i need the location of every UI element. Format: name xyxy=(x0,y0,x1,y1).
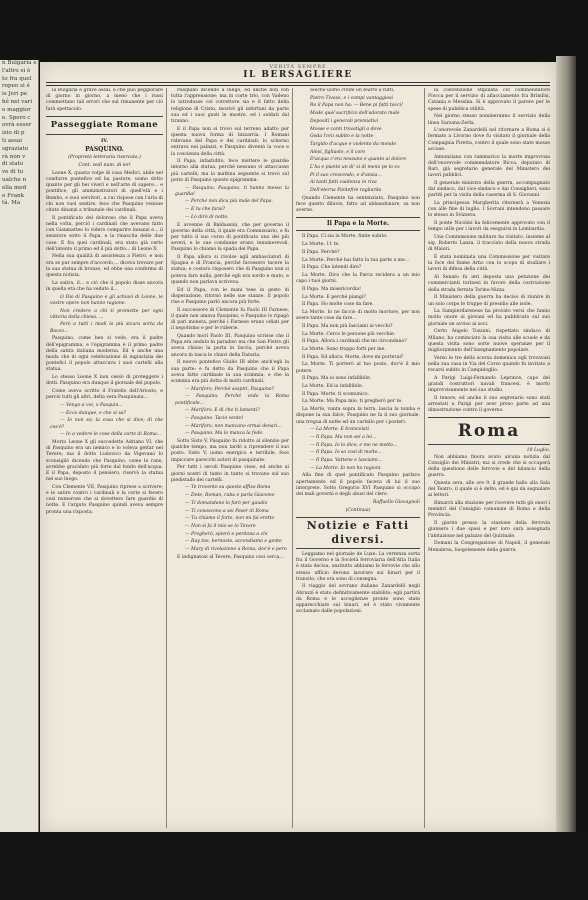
verse-line: — La Morte. E brancolati xyxy=(310,427,369,433)
paragraph: Una Commissione militare ha visitato, insieme al sig. Roberto Lanza, il tracciato della nuova strada di Maiori. xyxy=(428,234,550,253)
adjacent-page-fragment: is Jeri pe xyxy=(2,91,28,98)
author-signature: Raffaello Giovagnoli xyxy=(372,499,420,505)
paragraph: Il Papa allora si rivolse agli ambasciatori di Spagna e di Francia, perché facessero tacere la statua; e costoro risposero che di Pasquino non si poteva fare nulla, perché egli era sordo e muto, e quando non parlava scriveva. xyxy=(171,255,289,285)
verse-line: — Il Papa. Io lo dico, e me ne metto... xyxy=(310,442,398,448)
dialogue-line: Il Papa. Ed allora, Morte, dove mi porterai? xyxy=(302,354,404,360)
adjacent-page-fragment: l'altro si è xyxy=(2,67,31,74)
list-item: — Te trovento su questo affiso Roma xyxy=(185,485,271,491)
list-item: — Non si fa il mio se lo Tevere xyxy=(185,524,256,529)
paragraph: È stata nominata una Commissione per visitare la foce del fiume Arno con lo scopo di studiare i lavori di difesa della città. xyxy=(428,255,550,273)
dialogue-line: Il Papa. Che intendi dire? xyxy=(302,265,362,271)
paragraph: Per tutti i secoli Pasquino visse, ed anche ai giorni nostri di tanto in tanto si trovano sul suo piedistallo dei cartelli. xyxy=(171,465,289,483)
masthead-rule xyxy=(46,82,550,86)
paragraph: E indignatosi al Tevere, Pasquino cosi cerca... xyxy=(177,554,284,560)
paragraph: Leone X, quasta volpe di casa Medici, abile nel condurre pontefice ed ha pastore, uomo dotto quanto per gli bei viveri e nell'arte di sapere... e pontifice, gli amministratori di quell'età e i Bembo, e suoi servitori, a cui rispose con l'aria di chi non vuol sentire, fece che Pasquino venisse citato dinanzi a tribunale dei cardinali. xyxy=(46,170,163,214)
paragraph: la convenzione stipulata col commendatore Fiocca per il servizio di allacciamento fra Brindisi, Catania e Messina. Si è approvato il parere per le spese di pubblica utilità. xyxy=(428,88,550,112)
adjacent-page-fragment: rà non v xyxy=(2,153,26,160)
list-item: — Tu chiamo il forte, non mi fai eretto xyxy=(185,516,275,522)
paragraphs-1 xyxy=(46,171,163,293)
adjacent-page-fragment: sgraziato xyxy=(2,145,29,152)
dialogue-line: La Morte. Ma Papa mio, ti pregherò per te. xyxy=(302,399,403,405)
verse-line: — Ecco dunque, e che si sa? xyxy=(60,410,126,416)
verse-line: Ai tanti fatti cuidenza in riva xyxy=(310,180,377,186)
paragraph: Certo Angelo Tozzani, rispettato sindaco di Milano, ha cominciato la sua visita alle scuole e da questa visita sono sorte nuove speranze per il miglioramento dell'insegnamento popolare. xyxy=(428,329,550,353)
paragraph: Al Senato fu ieri deposta una petizione dei commercianti torinesi in favore della costruzione della strada ferrata Torino-Nizza. xyxy=(428,275,550,293)
paragraph: Il successore di Clemente fu Paolo III Farnese, il quale non amava Pasquino, e Pasquino lo ripagò di pari moneta, perché i Farnese erano odiati per il nepotismo e per le ruberie. xyxy=(171,307,289,332)
verse-line: — Il Papa. Vattene e lasciami... xyxy=(310,458,382,464)
section-header-box xyxy=(46,116,163,135)
paragraphs-2 xyxy=(46,336,163,401)
verse-line: Mode quel sacrificio dell'adorato male xyxy=(310,111,400,117)
section-title: Passeggiate Romane xyxy=(50,119,159,130)
newspaper-page xyxy=(40,62,556,832)
dialogue-line: Il Papa. Ci sia la Morte, finite subito. xyxy=(302,234,388,240)
paragraph: Sotto Sisto V, Pasquino fu ridotto al silenzio per qualche tempo, ma non tardò a riprendere il suo posto. Sisto V, uomo energico e terribile, fece impiccare parecchi autori di pasquinate. xyxy=(171,439,289,463)
paragraph: Il Papa, infastidito, fece mettere le guardie intorno alla statua, perché nessuno vi attaccasse più cartelli; ma la mattina seguente si trovò sul petto di Pasquino questo epigramma: xyxy=(171,159,289,183)
news-item: Il viaggio del sovrano italiano Zanardelli negli Abruzzi è stato definitivamente stabilito; egli partirà da Roma e le accoglienze pronte sono state apparecchiate sui binari, ed è stato vivamente acclamato dalle popolazioni. xyxy=(296,584,420,615)
verse-line: — Vengo a voi, o Pasquin... xyxy=(60,402,123,408)
paragraph: Il tenore, ed anche il suo segretario sono stati arrestati a Parigi per aver preso parte ad una dimostrazione contro il governo. xyxy=(428,395,550,414)
paragraph: Il generale ministro della guerra, accompagnato dal sindaco, dal vice-sindaco e dai Consiglieri, sono partiti per la visita della caserma di S. Giovanni. xyxy=(428,180,550,199)
column-divider xyxy=(166,88,167,828)
dialogue-line: Il Papa. Ho molte cose da fare. xyxy=(302,302,374,308)
news-header-box xyxy=(296,517,420,549)
verse-line: — Il Papa. Io so così di molte... xyxy=(310,450,382,456)
paragraph: Non abbiamo finora avuto alcuna notizia dal Consiglio dei Ministri; ma si crede che si occuperà della questione delle ferrovie e del bilancio della guerra. xyxy=(428,454,550,479)
paragraph: Con Clemente VII, Pasquino riprese a scrivere; e le satire contro i cardinali e la corte si fecero così numerose che si dovettero fare guardie di notte. E l'arguto Pasquino quindi aveva sempre pronta una risposta. xyxy=(46,484,163,515)
dialogue-line: Il Papa. Morte, ti scomunico. xyxy=(302,391,370,397)
dialogue-line: Il Papa. Perché? xyxy=(302,249,340,255)
adjacent-page-fragment: n Bulgaria e xyxy=(2,60,37,66)
paragraph: L'onorevole Zanardelli nel ritornare a Roma si è fermato a Livorno dove fu visitato il giornale della Compagnia Piretta, contro il quale sono state mosse accuse. xyxy=(428,128,550,152)
verse-line: — Io non so; la cosa che si dice; di che cos'è? xyxy=(50,418,163,430)
verse-line: Sieche uomo crede un teatro a tutti, xyxy=(310,88,395,93)
verse-block xyxy=(171,387,289,438)
paragraph: Verso le tre della scorsa domenica egli trovavasi nella sua casa in Via del Corso quando fu invitato a recarsi subito in Campidoglio. xyxy=(428,355,550,374)
paragraph: La Sampierdarenese ha provato versi che fanno molto onore ai giovani ed ha pubblicato sul suo giornale un avviso ai soci. xyxy=(428,309,550,327)
verse-line: O Dio di Pasquino e gli schiavi di Leone, le vostre opere non hanno ragione. xyxy=(50,294,163,306)
verse-line: — Il Papa. Ma non sei a lei... xyxy=(310,434,377,440)
dialogue-line: La Morte. Sono troppo forti per me. xyxy=(302,347,386,352)
roma-header-box xyxy=(428,417,550,445)
list-item: — Ti conoscono a sei Peser di Roma xyxy=(185,508,269,514)
verse-line: Mosse e canti trovatigli a dove xyxy=(310,126,382,132)
paragraph: La principessa Margherita ritornerà a Venezia con alle fine di luglio. I Sovrani intendono passare lo stesso in Svizzera. xyxy=(428,200,550,219)
dash-list xyxy=(171,485,289,553)
verse-line: — Pasquino, Pasquino, ti hanno messo la guardia! xyxy=(175,185,289,197)
verse-line: L'ha e piante un di' si di meno pe lo ex xyxy=(310,165,400,171)
paragraph: Il nuovo pontefice Giulio III ebbe anch'egli la sua parte: e fu detto da Pasquino che il Papa aveva fatto cardinale la sua scimmia, e che la scimmia era più dotta di molti cardinali. xyxy=(171,360,289,384)
adjacent-page-fragment: o maggior xyxy=(2,106,31,113)
column-divider xyxy=(292,88,293,828)
column-3 xyxy=(296,88,420,828)
verse-block xyxy=(46,295,163,335)
dialogue-line: La Morte. Ti porterò al tuo posto, dov'è il mio potere. xyxy=(296,362,420,374)
paragraph: Quando morì Paolo III, Pasquino scrisse che il Papa era andato in paradiso ma che San Pietro gli aveva chiuso la porta in faccia, perché aveva ancora in tasca le chiavi della Dataria. xyxy=(171,334,289,358)
verse-line: Però a tutti i modi la più sicura sorta da Bacco... xyxy=(50,322,163,334)
adjacent-page-edge xyxy=(0,60,39,840)
paragraph: Annunziano con rammarico la morte improvvisa dell'onorevole commendatore Ricca, deputato di Bari, già segretario generale del Ministero dei lavori pubblici. xyxy=(428,154,550,179)
dialogue-line: La Morte. 11 te. xyxy=(302,242,340,248)
verse-block xyxy=(46,403,163,439)
binding-edge xyxy=(556,56,576,840)
paragraph: Nella sua qualità di assistenza a Pietro, e non era se pur sempre d'accordo,... diceva trovare per la sua statua di bronzo, ed ebbe una conferma di questa notizia. xyxy=(46,254,163,279)
verse-line: — Io a vedere le cose della corte di Roma... xyxy=(60,432,162,438)
adjacent-page-fragment: e. Spero c xyxy=(2,114,31,121)
list-item: — Dote, Roman, ruba e parla Giacomo xyxy=(185,493,275,499)
verse-line: — Mariforo, Perché sospiri, Pasquino? xyxy=(185,386,275,392)
verse-line: — Perché non dica più male del Papa. xyxy=(185,199,273,205)
dialogue-line: La Morte. Dico che la Parca recidera a un mio capo i tuoi giorni. xyxy=(296,272,420,285)
verse-line: — Pasquino. Tacio vento! xyxy=(185,415,244,421)
adjacent-page-fragment: hé nei vari xyxy=(2,98,33,105)
dialogue-line: Il Papa. Ma io sono infallibile. xyxy=(302,376,372,382)
verse-line: Non credere a chi ti promette per ogni vittoria della chiesa, ... xyxy=(50,308,163,320)
adjacent-page-fragment: izio di p xyxy=(2,130,25,137)
paragraph: Il pontificato del doloroso che il Papa aveva nella volta, perciò i cardinali che avevano fatto con Gianmatteo lo videro comparire innanzi e... il senatore sotto il Papa, e la rinascita delle due cose. E fra quei cardinali, era stato già certo dell'intento il primo ed il più dotto... di Leone X. xyxy=(46,215,163,252)
verse-line: D'acqua c'era nessuno e quanto ai dolore xyxy=(310,157,407,163)
paragraph: Come aveva scritto il Fratello dell'Ariosto, e perciò tutti gli altri, della vera Pasquinata... xyxy=(46,389,163,401)
roma-date: 18 Luglio. xyxy=(526,448,550,454)
paragraph: E avvenne di Baldassini, che per governo il governo della città, il quale era Commissario, e fu per tutto il suo corso di pontificato uno dei più severi, e le sue condanne erano innumerevoli. Pasquino lo chiamò la spada del Papa. xyxy=(171,222,289,253)
verse-block xyxy=(296,88,420,194)
adjacent-page-fragment: di stato xyxy=(2,161,24,168)
adjacent-page-fragment: ella med xyxy=(2,184,27,191)
verse-line: Goda l'ora subito e la notte xyxy=(310,134,374,140)
verse-line: — Mariforo, non mancano ormai denari... xyxy=(185,423,282,429)
paper-title: IL BERSAGLIERE xyxy=(243,70,353,80)
dialogue xyxy=(296,234,420,405)
verse-line: — Lo dirò di notte. xyxy=(185,214,229,220)
dialogue-title: Il Papa e la Morte. xyxy=(326,220,390,228)
paragraph: Domani la Congregazione di Napoli, il generale Menabrea, luogotenente della guerra. xyxy=(428,541,550,553)
list-item: — Ti domandano lo farò per gaudio xyxy=(185,500,268,506)
verse-line: Pietro Tivoso, e i compi vantaggiosi xyxy=(310,95,393,101)
verse-line: — La Morte. Io non ho ragioni. xyxy=(310,465,382,471)
continued-note: Cont. vedi num. di ieri xyxy=(78,162,131,168)
paragraph: Pasquino, come ben si vede, era il padre dell'epigramma, e l'epigramma è il primo padre della satira italiana moderna. Ed è anche una moda che di ogni celebrazione di ingiustizia dei pontefici il popolo attaccava i suoi cartelli alla statua. xyxy=(46,336,163,373)
news-title: Notizie e Fatti diversi. xyxy=(306,518,410,546)
verse-block xyxy=(171,186,289,222)
list-item: — Mary di rivolazione a Roma, dov'è e pero xyxy=(185,547,287,553)
lead-paragraph: la Bulgaria è grave assai, e che può peggiorare di giorno in giorno, a meno che i russi commettano tali errori che sul rimanente per ciò farà spettacolo. xyxy=(46,88,163,112)
news-item: Leggiamo nel giornale de Luxe: La vertenza sorta fra il Governo e la Società ferroviaria dell'Alta Italia è stata decisa; anzitutto abbiamo le ferrovie che allo stesso ufficio devono lavorare sui binari per il transito, che ora sono di consegna. xyxy=(296,551,420,582)
dialogue-line: La Morte. Perché hai fatto la tua parte a me... xyxy=(302,257,410,263)
adjacent-page-fragment: ve di tu xyxy=(2,169,24,176)
paragraph: Questa sera, alle ore 9, il grande ballo alla Sala del Teatro, il quale si è detto, ed è qui da segnalare ai lettori. xyxy=(428,480,550,499)
verse-line: Depositi i generali premiativi xyxy=(310,118,379,124)
column-divider xyxy=(424,88,425,828)
verse-block xyxy=(296,427,420,472)
adjacent-page-fragment: ropeo si é xyxy=(2,83,30,90)
paragraph: La Morte, vanta sopra la terra, lascia la tomba e dispone la sua falce, Pasquino ne fa il suo giornale, una tregua di notte ed un cartello per i posteri. xyxy=(296,407,420,425)
continued-note: (Continua) xyxy=(345,507,371,513)
verse-line: Dell'eterna Pantefire ragliarda xyxy=(310,188,382,194)
dialogue-line: Il Papa. Allora i cardinali che mi circondano? xyxy=(302,339,407,345)
paragraph: Nel giorno stesso nomineranno il servizio della linea Sarzana-Zerla. xyxy=(428,114,550,126)
dialogue-line: Il Papa. Ma non più lasciami ai vecchi? xyxy=(302,323,393,329)
verse-line: — Mariforo. E di che ti lamenti? xyxy=(185,408,260,414)
paragraph: Il ponte Nicolini ha felicemente approvato con il tempo utile per i lavori da eseguirsi in Lombardia. xyxy=(428,221,550,233)
dialogue-header-box xyxy=(296,217,420,231)
list-item: — Ray toe, bernoste, accendiamo e gente xyxy=(185,539,282,545)
masthead-small: VERITÀ SEMPRE xyxy=(269,64,327,70)
adjacent-page-fragment: to fra quel xyxy=(2,75,32,82)
paragraph: Lo stesso Leone X non cessò di proteggere i dotti. Pasquino era dunque il giornale del popolo. xyxy=(46,375,163,387)
article-title: PASQUINO. xyxy=(85,145,124,153)
dialogue-line: La Morte. Ed io infallibile. xyxy=(302,384,364,390)
verse-line: Pi il suo crescendo, e d'ansia... xyxy=(310,172,382,178)
section-number: IV. xyxy=(100,137,109,144)
paragraph: Pasquino dicendo a lungo, ed anche non con tutta l'apprensione; ma in corte trio, con Vadeno lo introdusse col correttore sia e il fatto della religione di Cristo, mostrò gli infortuni da parte sua ed i suoi gusti le mostre, ed i soldati dal tiranno. xyxy=(171,88,289,125)
scan-bottom-margin xyxy=(0,832,588,900)
paragraph: Il Ministero della guerra ha deciso di riunire in un solo corpo le truppe di presidio alle isole. xyxy=(428,295,550,307)
column-4 xyxy=(428,88,550,828)
adjacent-page-fragment: ualche n xyxy=(2,176,27,183)
paragraph: A Parigi Luigi-Fernando Leprince, capo dei grandi costruttori navali francesi, è morto improvvisamente nel suo studio. xyxy=(428,375,550,394)
paragraph: E il Papa non si trovò sul terreno adatto per questa nuova forma di bizzarria. I Romani ridevano del Papa e dei cardinali; lo scherno entrava nei palazzi, e Pasquino diventò la voce e la coscienza della città. xyxy=(171,126,289,157)
roma-title: Roma xyxy=(457,421,521,442)
verse-line: Targido d'acque e violento da mondo xyxy=(310,141,396,147)
paragraph: Ed il Papa, con le mani tese in gesto di disperazione, ritornò nelle sue stanze. Il popolo rise e Pasquino parlò ancora più forte. xyxy=(171,287,289,305)
article-subtitle: (Proprietà letteraria riservata.) xyxy=(68,154,141,160)
column-2 xyxy=(171,88,289,828)
paragraph: Il giorno presso la stazione della ferrovia giunsero i due sposi e per loro sarà assegnata l'abitazione nel palazzo del Quirinale. xyxy=(428,521,550,539)
adjacent-page-fragment: ti assai xyxy=(2,137,23,144)
verse-line: — Pasquino. Ma lo manca la fede. xyxy=(185,431,264,437)
adjacent-page-fragment: tà. Ma xyxy=(2,200,21,207)
verse-line: — Pasquino. Perché vedo la Roma pontificale... xyxy=(175,394,289,406)
column-1 xyxy=(46,88,163,828)
paragraph: La satira, il... e ciò che il popolo disse ancora in quella età che ha veduto il... xyxy=(46,280,163,292)
dialogue-line: La Morte. Io ne faccio di molto mortore, per non avere tante cose da fare... xyxy=(296,309,420,322)
paragraphs-3 xyxy=(46,440,163,516)
paragraph: Morto Leone X gli succedette Adriano VI, che di Pasquino era un nemico e lo voleva gettar nel Tevere; ma il dotto Ludovico da Vigevano lo sconsigliò dicendo che Pasquino, come le rane, avrebbe gracidato più forte dal fondo dell'acqua. E il Papa, deposto il pensiero, riservò la statua nel suo luogo. xyxy=(46,439,163,483)
dialogue-line: Il Papa. Ma misericordia! xyxy=(302,286,361,292)
paragraph: Rimarrà alla stazione per ricevere tutti gli onori i membri del Consiglio comunale di Roma e della Provincia. xyxy=(428,501,550,519)
verse-line: — E tu che farai? xyxy=(185,207,226,213)
list-item: — Pregherò, spierò e perdona a chi xyxy=(185,531,268,537)
dialogue-line: La Morte. Cerco le persone più vecchie. xyxy=(302,331,396,337)
dialogue-line: La Morte. E perché piangi? xyxy=(302,294,366,300)
verse-line: Ro il Papa non ha: — Bene pi fatti tocci! xyxy=(310,103,403,109)
paragraph: Alla fine di quel pontificato Pasquino parlava apertamente ed il popolo faceva di lui il suo interprete. Sotto Gregorio XVI Pasquino si occupò dei mali governi e degli abusi del clero. xyxy=(296,473,420,498)
paragraph: Quando Clemente ha sentenziato, Pasquino non fece questo diluvio, fatto ad abbandonare, sa non averne. xyxy=(296,195,420,214)
adjacent-page-fragment: ovrà esser xyxy=(2,122,32,129)
verse-line: Ainsi, figliuolo, e il coro xyxy=(310,149,366,155)
adjacent-page-fragment: o Frank xyxy=(2,192,25,199)
